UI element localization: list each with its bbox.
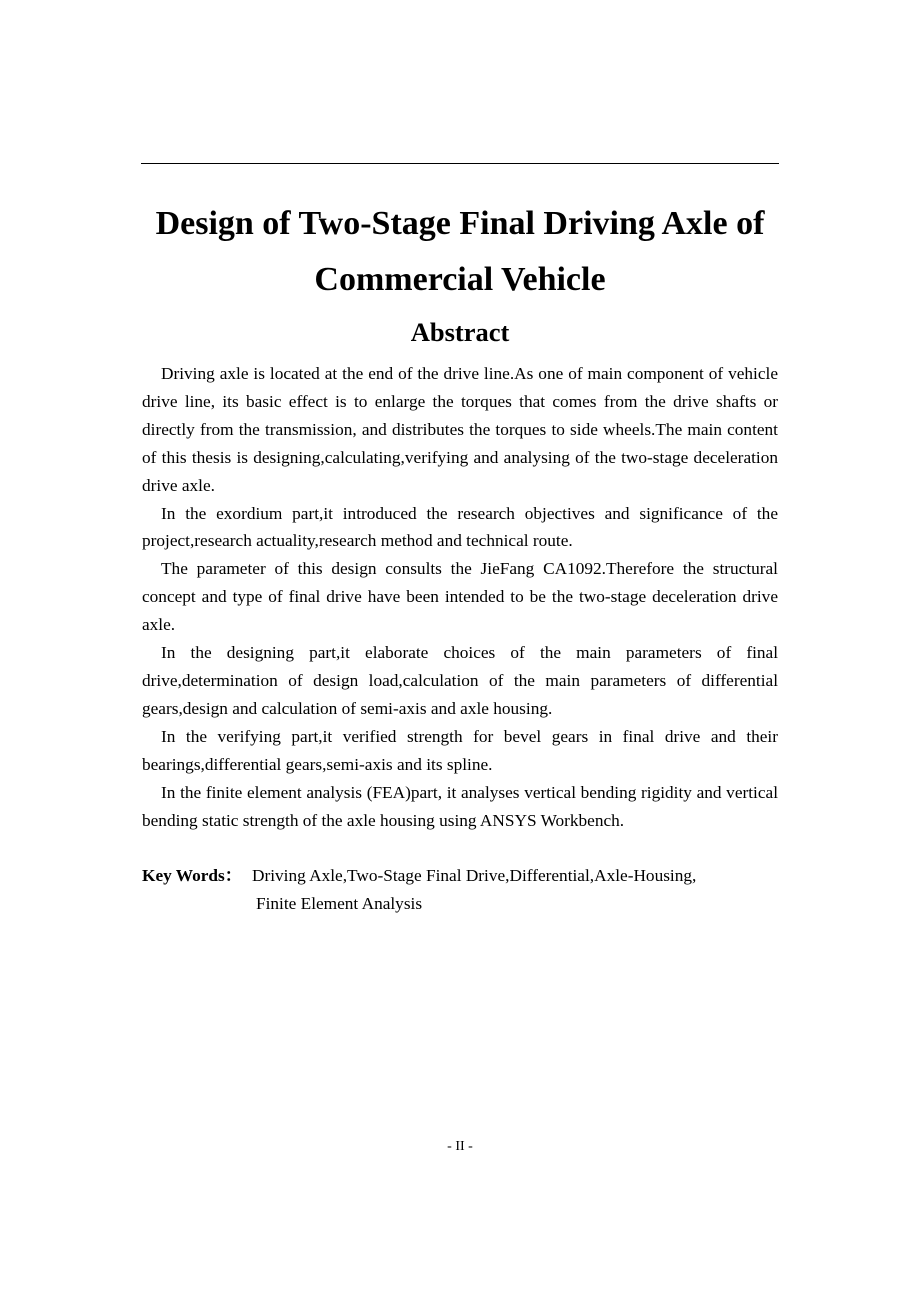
abstract-paragraph: Driving axle is located at the end of the drive line.As one of main component of vehicle drive line, its basic effect is to enlarge the torques that comes from the drive shafts or directly from the transmission, and distributes the torques to side wheels.The main content of this thesis is designing,calculating,verifying and analysing of the two-stage deceleration drive axle.	[142, 364, 778, 495]
abstract-paragraph: The parameter of this design consults the JieFang CA1092.Therefore the structural concept and type of final drive have been intended to be the two-stage deceleration drive axle.	[142, 559, 778, 635]
keywords-label: Key Words：	[142, 866, 243, 885]
document-title	[100, 196, 820, 308]
abstract-paragraph: In the exordium part,it introduced the research objectives and significance of the project,research actuality,research method and technical route.	[142, 503, 778, 551]
abstract-body	[142, 360, 778, 834]
page-number: - II -	[447, 1139, 473, 1154]
keywords-line-2: Finite Element Analysis	[256, 893, 423, 913]
abstract-paragraph: In the finite element analysis (FEA)part, it analyses vertical bending rigidity and vertical bending static strength of the axle housing using ANSYS Workbench.	[142, 782, 778, 830]
title-line-2: Commercial Vehicle	[314, 261, 606, 298]
header-rule	[141, 163, 779, 164]
keywords-block	[142, 862, 782, 918]
title-line-1: Design of Two-Stage Final Driving Axle of	[155, 205, 765, 242]
abstract-paragraph: In the verifying part,it verified strength for bevel gears in final drive and their bearings,differential gears,semi-axis and its spline.	[142, 726, 778, 774]
keywords-line-1: Driving Axle,Two-Stage Final Drive,Differential,Axle-Housing,	[252, 866, 697, 885]
abstract-heading: Abstract	[410, 317, 510, 347]
abstract-paragraph: In the designing part,it elaborate choices of the main parameters of final drive,determination of design load,calculation of the main parameters of differential gears,design and calculation of semi-axis and axle housing.	[142, 643, 778, 718]
